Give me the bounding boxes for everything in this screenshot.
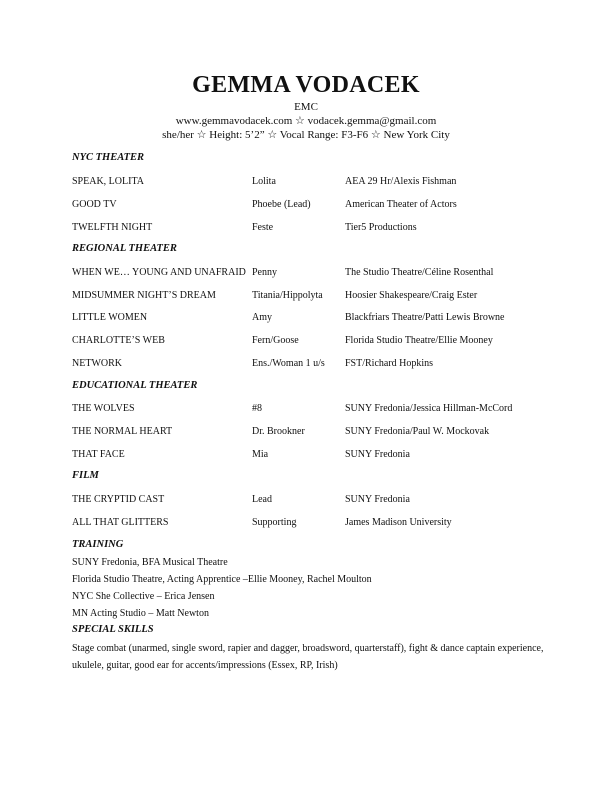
credit-role: Feste xyxy=(252,222,274,233)
credit-row xyxy=(72,266,552,280)
credit-row xyxy=(72,334,552,348)
credit-company: Florida Studio Theatre/Ellie Mooney xyxy=(345,335,493,346)
credit-title: GOOD TV xyxy=(72,199,117,210)
section-title-special-skills: SPECIAL SKILLS xyxy=(72,624,154,635)
credit-title: THAT FACE xyxy=(72,449,125,460)
credit-company: Blackfriars Theatre/Patti Lewis Browne xyxy=(345,312,505,323)
credit-title: SPEAK, LOLITA xyxy=(72,176,144,187)
credit-title: THE WOLVES xyxy=(72,403,135,414)
credit-role: Mia xyxy=(252,449,269,460)
credit-title: WHEN WE… YOUNG AND UNAFRAID xyxy=(72,267,246,278)
training-line: MN Acting Studio – Matt Newton xyxy=(72,608,209,619)
section-title-film: FILM xyxy=(72,470,99,481)
credit-title: CHARLOTTE’S WEB xyxy=(72,335,165,346)
credit-row xyxy=(72,493,552,507)
credit-role: #8 xyxy=(252,403,262,414)
training-line: NYC She Collective – Erica Jensen xyxy=(72,591,215,602)
credit-company: Tier5 Productions xyxy=(345,222,417,233)
resume-header xyxy=(0,70,612,142)
section-title-training: TRAINING xyxy=(72,539,124,550)
contact-line: www.gemmavodacek.com ☆ vodacek.gemma@gmail.com xyxy=(175,115,437,127)
credit-role: Amy xyxy=(252,312,272,323)
credit-title: THE NORMAL HEART xyxy=(72,426,173,437)
credit-title: MIDSUMMER NIGHT’S DREAM xyxy=(72,290,216,301)
credit-row xyxy=(72,221,552,235)
training-line: Florida Studio Theatre, Acting Apprentice –Ellie Mooney, Rachel Moulton xyxy=(72,574,372,585)
credit-company: American Theater of Actors xyxy=(345,199,457,210)
credit-role: Fern/Goose xyxy=(252,335,299,346)
credit-title: ALL THAT GLITTERS xyxy=(72,517,169,528)
credit-company: FST/Richard Hopkins xyxy=(345,358,434,369)
credit-company: Hoosier Shakespeare/Craig Ester xyxy=(345,290,478,301)
credit-row xyxy=(72,402,552,416)
credit-company: SUNY Fredonia/Paul W. Mockovak xyxy=(345,426,490,437)
credit-title: THE CRYPTID CAST xyxy=(72,494,165,505)
special-skills-text: Stage combat (unarmed, single sword, rapier and dagger, broadsword, quarterstaff), fight & dance captain experience, ukulele, guitar, good ear for accents/impressions (Essex, RP, Irish) xyxy=(72,643,544,671)
credit-row xyxy=(72,175,552,189)
training-line: SUNY Fredonia, BFA Musical Theatre xyxy=(72,557,228,568)
credit-title: TWELFTH NIGHT xyxy=(72,222,153,233)
credit-role: Lead xyxy=(252,494,272,505)
credit-company: James Madison University xyxy=(345,517,452,528)
performer-name: GEMMA VODACEK xyxy=(192,72,420,98)
credit-role: Lolita xyxy=(252,176,276,187)
credit-company: SUNY Fredonia/Jessica Hillman-McCord xyxy=(345,403,513,414)
credit-row xyxy=(72,425,552,439)
details-line: she/her ☆ Height: 5’2” ☆ Vocal Range: F3-F6 ☆ New York City xyxy=(162,129,450,141)
section-title-regional-theater: REGIONAL THEATER xyxy=(72,243,177,254)
credit-company: SUNY Fredonia xyxy=(345,494,410,505)
credit-row xyxy=(72,357,552,371)
union-status: EMC xyxy=(294,101,318,113)
credit-row xyxy=(72,289,552,303)
credit-role: Ens./Woman 1 u/s xyxy=(252,358,325,369)
credit-title: NETWORK xyxy=(72,358,122,369)
credit-row xyxy=(72,448,552,462)
credit-role: Penny xyxy=(252,267,277,278)
credit-role: Supporting xyxy=(252,517,297,528)
credit-row xyxy=(72,516,552,530)
section-title-educational-theater: EDUCATIONAL THEATER xyxy=(72,380,198,391)
section-title-nyc-theater: NYC THEATER xyxy=(72,152,145,163)
credit-title: LITTLE WOMEN xyxy=(72,312,148,323)
credit-company: The Studio Theatre/Céline Rosenthal xyxy=(345,267,494,278)
credit-role: Titania/Hippolyta xyxy=(252,290,323,301)
credit-row xyxy=(72,311,552,325)
credit-company: AEA 29 Hr/Alexis Fishman xyxy=(345,176,457,187)
credit-row xyxy=(72,198,552,212)
credit-role: Dr. Brookner xyxy=(252,426,305,437)
credit-company: SUNY Fredonia xyxy=(345,449,410,460)
credit-role: Phoebe (Lead) xyxy=(252,199,311,210)
